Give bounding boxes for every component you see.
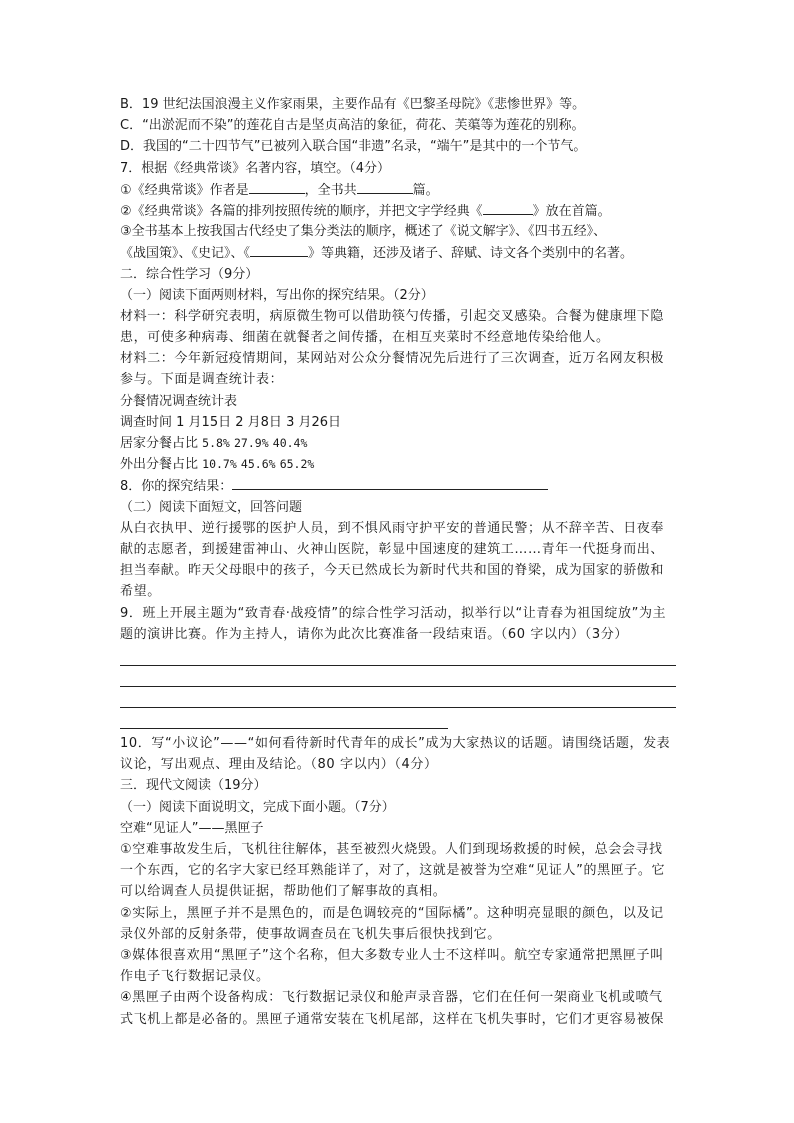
question-9: 9．班上开展主题为“致青春·战疫情”的综合性学习活动，拟举行以“让青春为祖国绽放”为主题的演讲比赛。作为主持人，请你为此次比赛准备一段结束语。（60 字以内）（3分） [120, 605, 667, 642]
option-d: D．我国的“二十四节气”已被列入联合国“非遗”名录，“端午”是其中的一个节气。 [120, 139, 587, 155]
answer-blank[interactable] [249, 179, 305, 194]
option-b: B．19 世纪法国浪漫主义作家雨果，主要作品有《巴黎圣母院》《悲惨世界》等。 [120, 97, 586, 112]
question-10: 10．写“小议论”——“如何看待新时代青年的成长”成为大家热议的话题。请围绕话题，发表议论，写出观点、理由及结论。（80 字以内）（4分） [120, 736, 671, 773]
answer-blank[interactable] [232, 475, 548, 490]
material-2: 材料二：今年新冠疫情期间，某网站对公众分餐情况先后进行了三次调查，近万名网友积极参与。下面是调查统计表： [120, 351, 665, 388]
article-paragraph: ④黑匣子由两个设备构成：飞行数据记录仪和舱声录音器，它们在任何一架商业飞机或喷气式飞机上都是必备的。黑匣子通常安装在飞机尾部，这样在飞机失事时，它们才更容易被保 [120, 990, 665, 1027]
article-title: 空难“见证人”——黑匣子 [120, 820, 264, 836]
answer-blank[interactable] [483, 200, 533, 215]
table-cell: 1 月15日 [176, 414, 232, 430]
answer-blank[interactable] [357, 179, 413, 194]
table-cell: 40.4% [272, 436, 308, 451]
table-cell: 27.9% [234, 436, 269, 451]
option-c: C．“出淤泥而不染”的莲花自古是坚贞高洁的象征，荷花、芙蕖等为莲花的别称。 [120, 118, 585, 134]
question-7-item-3-cont: 《战国策》、《史记》、《 》等典籍，还涉及诸子、辞赋、诗文各个类别中的名著。 [120, 242, 676, 263]
answer-line[interactable] [120, 666, 676, 687]
table-cell: 65.2% [279, 457, 315, 472]
exam-page [120, 94, 676, 1030]
section-3-part-1-title: （一）阅读下面说明文，完成下面小题。（7分） [120, 799, 395, 815]
table-cell: 5.8% [202, 436, 230, 451]
passage: 从白衣执甲、逆行援鄂的医护人员，到不惧风雨守护平安的普通民警；从不辞辛苦、日夜奉献的志愿者，到援建雷神山、火神山医院，彰显中国速度的建筑工……青年一代挺身而出、担当奉献。昨天父母眼中的孩子，今天已然成长为新时代共和国的脊梁，成为国家的骄傲和希望。 [120, 520, 665, 600]
question-7-item-2: ②《经典常谈》各篇的排列按照传统的顺序，并把文字学经典《 》放在首篇。 [120, 200, 676, 221]
answer-line[interactable] [120, 708, 448, 729]
article-paragraph: ②实际上，黑匣子并不是黑色的，而是色调较亮的“国际橘”。这种明亮显眼的颜色，以及记录仪外部的反射条带，使事故调查员在飞机失事后很快找到它。 [120, 905, 664, 942]
answer-blank[interactable] [250, 242, 308, 257]
answer-line[interactable] [120, 687, 676, 708]
article-paragraph: ①空难事故发生后，飞机往往解体，甚至被烈火烧毁。人们到现场救援的时候，总会会寻找一个东西，它的名字大家已经耳熟能详了，对了，这就是被誉为空难“见证人”的黑匣子。它可以给调查人员提供证据，帮助他们了解事故的真相。 [120, 842, 666, 900]
article-paragraph: ③媒体很喜欢用“黑匣子”这个名称，但大多数专业人士不这样叫。航空专家通常把黑匣子叫作电子飞行数据记录仪。 [120, 948, 664, 985]
question-7-item-3: ③全书基本上按我国古代经史了集分类法的顺序，概述了《说文解字》、《四书五经》、 [120, 224, 607, 240]
table-cell: 45.6% [240, 457, 276, 472]
table-row-out: 外出分餐占比 10.7% 45.6% 65.2% [120, 457, 315, 473]
material-1: 材料一：科学研究表明，病原微生物可以借助筷勺传播，引起交叉感染。合餐为健康埋下隐患，可使多种病毒、细菌在就餐者之间传播，在相互夹菜时不经意地传染给他人。 [120, 308, 665, 346]
answer-line[interactable] [120, 645, 676, 666]
table-row-home: 居家分餐占比 5.8% 27.9% 40.4% [120, 436, 308, 452]
question-8: 8．你的探究结果： [120, 475, 676, 496]
section-2-part-2-title: （二）阅读下面短文，回答问题 [120, 499, 303, 515]
table-cell: 10.7% [202, 457, 237, 472]
table-cell: 3 月26日 [286, 414, 342, 430]
section-2-part-1-title: （一）阅读下面两则材料，写出你的探究结果。（2分） [120, 287, 434, 303]
table-title: 分餐情况调查统计表 [120, 393, 238, 409]
table-row-time: 调查时间 1 月15日 2 月8日 3 月26日 [120, 414, 342, 430]
question-7-title: 7．根据《经典常谈》名著内容，填空。（4分） [120, 160, 391, 176]
section-2-title: 二．综合性学习（9分） [120, 266, 259, 282]
question-7-item-1: ①《经典常谈》作者是 ，全书共 篇。 [120, 179, 676, 200]
section-3-title: 三．现代文阅读（19分） [120, 778, 267, 794]
table-cell: 2 月8日 [235, 414, 282, 430]
